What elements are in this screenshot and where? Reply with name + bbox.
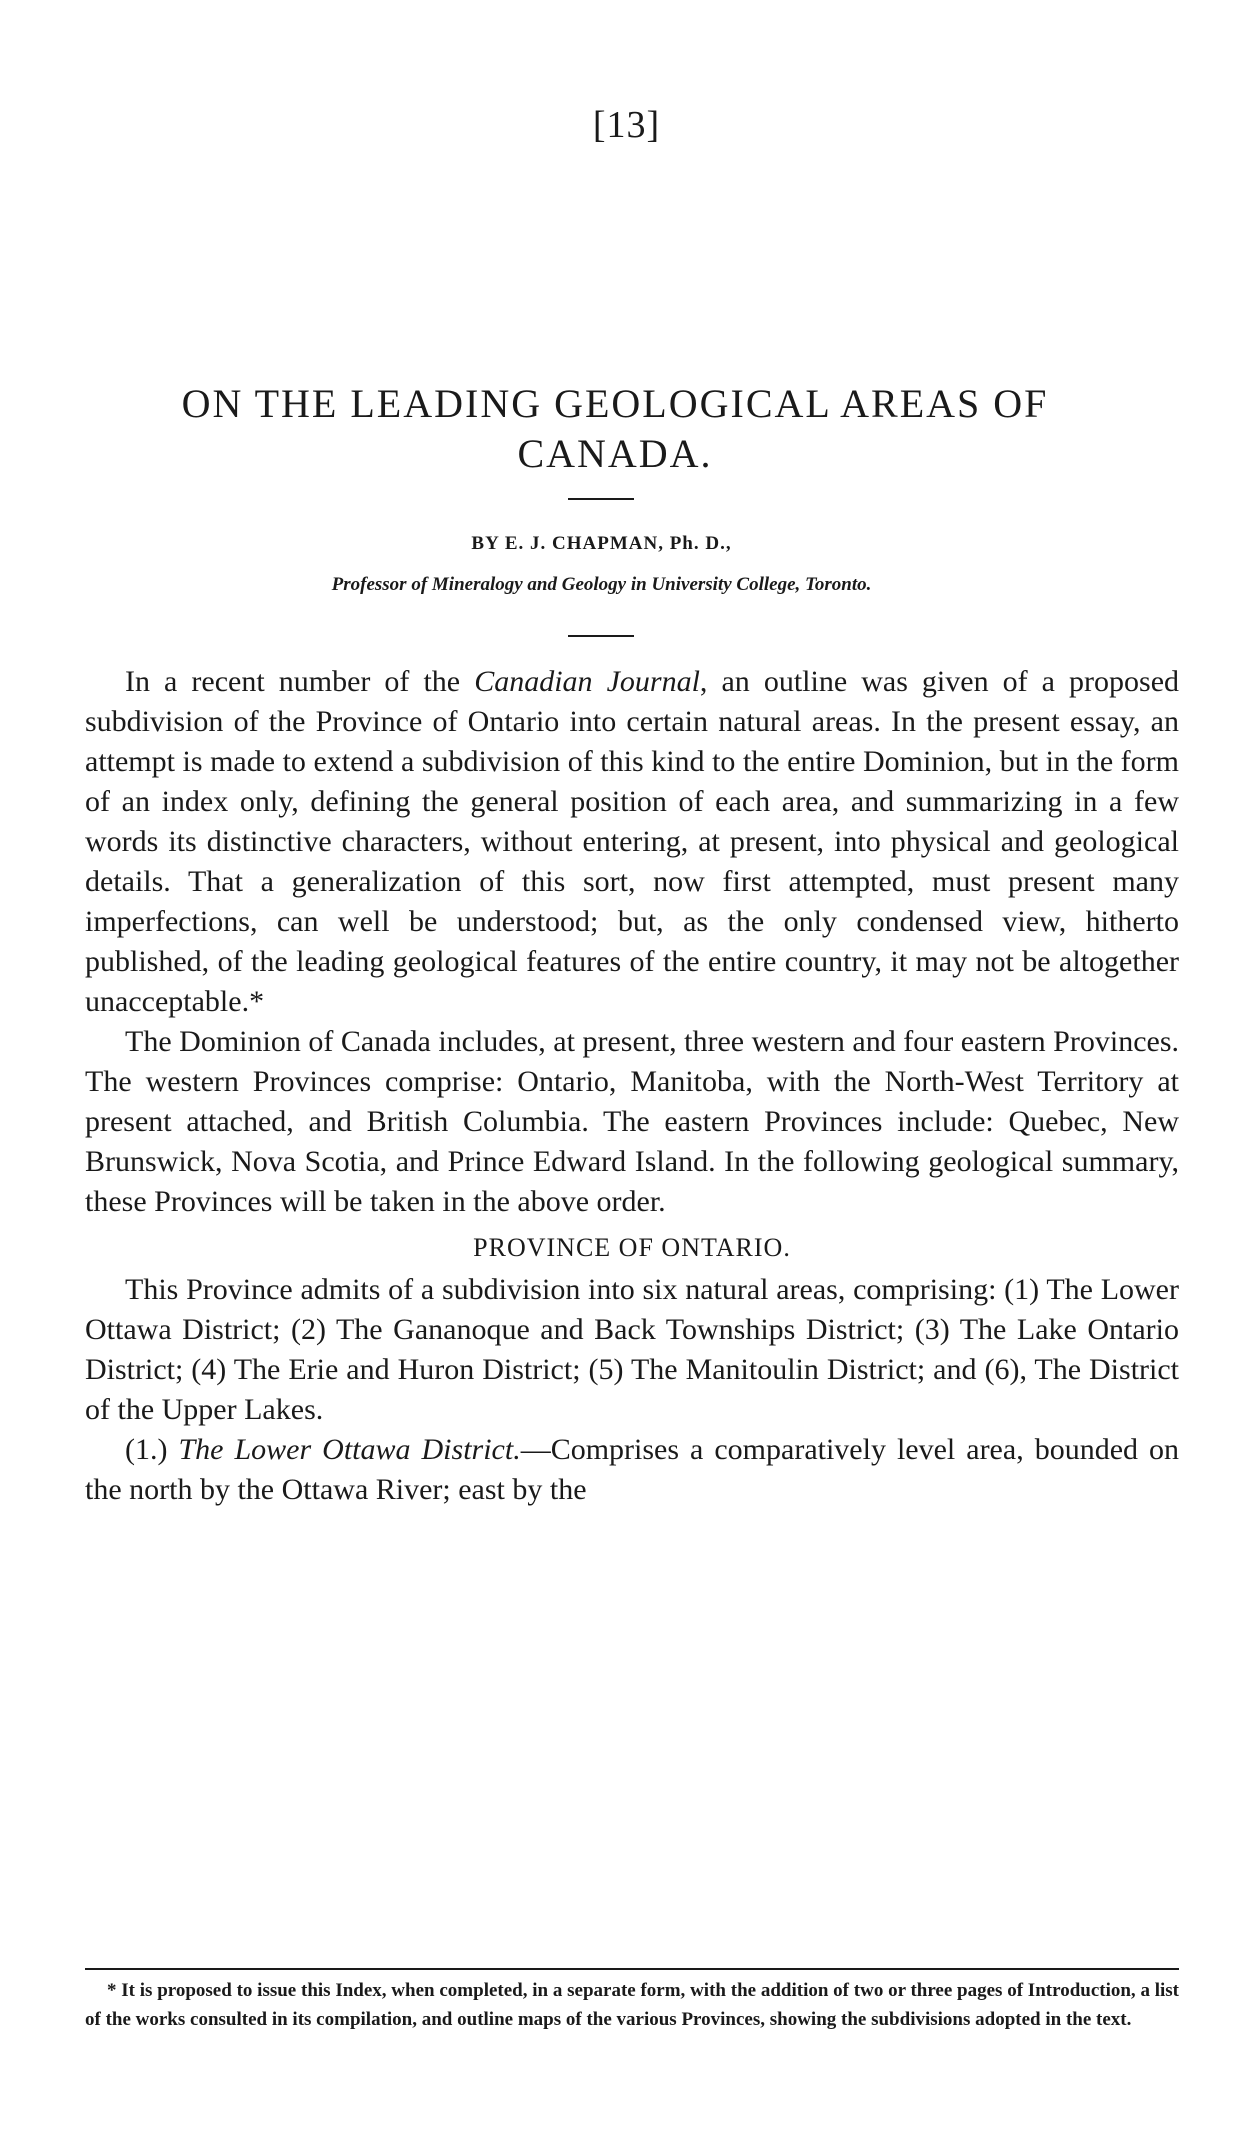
footnote-text: * It is proposed to issue this Index, when completed, in a separate form, with the addition of two or three pages of Introduction, a list of the works consulted in its compilation, and outline maps of the various Provinces, showing the subdivisions adopted in the text.	[85, 1980, 1179, 2030]
journal-name: Canadian Journal	[474, 665, 700, 698]
footnote	[85, 1976, 1179, 2034]
paragraph-provinces: The Dominion of Canada includes, at present, three western and four eastern Provinces. The western Provinces comprise: Ontario, Manitoba, with the North-West Territory at present attached, and British Columbia. The eastern Provinces include: Quebec, New Brunswick, Nova Scotia, and Prince Edward Island. In the following geological summary, these Provinces will be taken in the above order.	[85, 1025, 1179, 1218]
title-line-2: CANADA.	[517, 430, 713, 476]
title-line-1: ON THE LEADING GEOLOGICAL AREAS OF	[181, 380, 1049, 426]
author-byline: BY E. J. CHAPMAN, Ph. D.,	[471, 533, 732, 554]
paragraph-ontario: This Province admits of a subdivision into six natural areas, comprising: (1) The Lower Ottawa District; (2) The Gananoque and Back Townships District; (3) The Lake Ontario District; (4) The Erie and Huron District; (5) The Manitoulin District; and (6), The District of the Upper Lakes.	[85, 1273, 1179, 1426]
paragraph-intro: In a recent number of the Canadian Journal, an outline was given of a proposed subdivision of the Province of Ontario into certain natural areas. In the present essay, an attempt is made to extend a subdivision of this kind to the entire Dominion, but in the form of an index only, defining the general position of each area, and summarizing in a few words its distinctive characters, without entering, at present, into physical and geological details. That a generalization of this sort, now first attempted, must present many imperfections, can well be understood; but, as the only condensed view, hitherto published, of the leading geological features of the entire country, it may not be altogether unacceptable.*	[85, 665, 1180, 1018]
district-title: The Lower Ottawa District.	[178, 1433, 521, 1466]
footnote-divider	[85, 1968, 1179, 1970]
author-affiliation: Professor of Mineralogy and Geology in University College, Toronto.	[331, 574, 872, 595]
paragraph-lower-ottawa: (1.) The Lower Ottawa District.—Comprises a comparatively level area, bounded on the north by the Ottawa River; east by the	[85, 1433, 1180, 1506]
article-title	[80, 379, 1150, 479]
section-heading: PROVINCE OF ONTARIO.	[473, 1233, 791, 1262]
article-body	[85, 662, 1179, 1510]
byline-divider	[568, 635, 634, 637]
page-number: [13]	[592, 104, 661, 146]
title-divider	[568, 498, 634, 500]
